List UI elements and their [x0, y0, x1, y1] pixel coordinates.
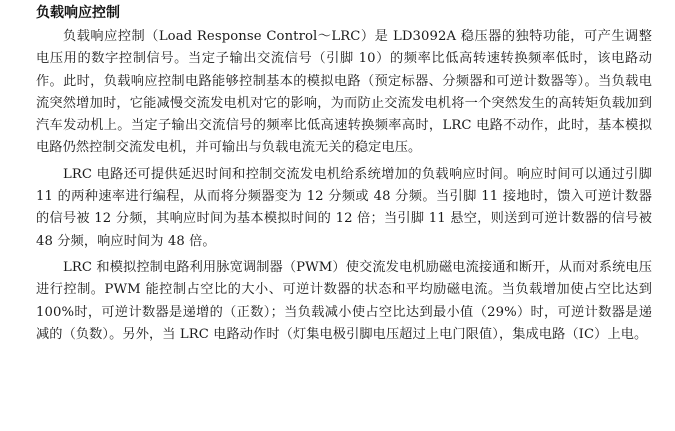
paragraph-pwm-control: LRC 和模拟控制电路利用脉宽调制器（PWM）使交流发电机励磁电流接通和断开，从而对系统电压进行控制。PWM 能控制占空比的大小、可逆计数器的状态和平均励磁电流。当负载增加使占空比达到 100%时，可逆计数器是递增的（正数）；当负载减小使占空比达到最小值（29%）时，可逆计数器是递减的（负数）。另外，当 LRC 电路动作时（灯集电极引脚电压超过上电门限值），集成电路（IC）上电。 — [36, 259, 652, 342]
paragraph-lrc-intro: 负载响应控制（Load Response Control～LRC）是 LD3092A 稳压器的独特功能，可产生调整电压用的数字控制信号。当定子输出交流信号（引脚 10）的频率比低高转速转换频率低时，该电路动作。此时，负载响应控制电路能够控制基本的模拟电路（预定标器、分频器和可逆计数器等）。当负载电流突然增加时，它能减慢交流发电机对它的影响，为而防止交流发电机将一个突然发生的高转矩负载加到汽车发动机上。当定子输出交流信号的频率比低高速转换频率高时，LRC 电路不动作，此时，基本模拟电路仍然控制交流发电机，并可输出与负载电流无关的稳定电压。 — [36, 29, 652, 156]
section-heading: 负载响应控制 — [36, 5, 120, 21]
document-body — [36, 2, 652, 350]
paragraph-response-time: LRC 电路还可提供延迟时间和控制交流发电机给系统增加的负载响应时间。响应时间可以通过引脚 11 的两种速率进行编程，从而将分频器变为 12 分频或 48 分频。当引脚 11 接地时，馈入可逆计数器的信号被 12 分频，其响应时间为基本模拟时间的 12 倍；当引脚 11 悬空，则送到可逆计数器的信号被 48 分频，响应时间为 48 倍。 — [36, 166, 652, 249]
